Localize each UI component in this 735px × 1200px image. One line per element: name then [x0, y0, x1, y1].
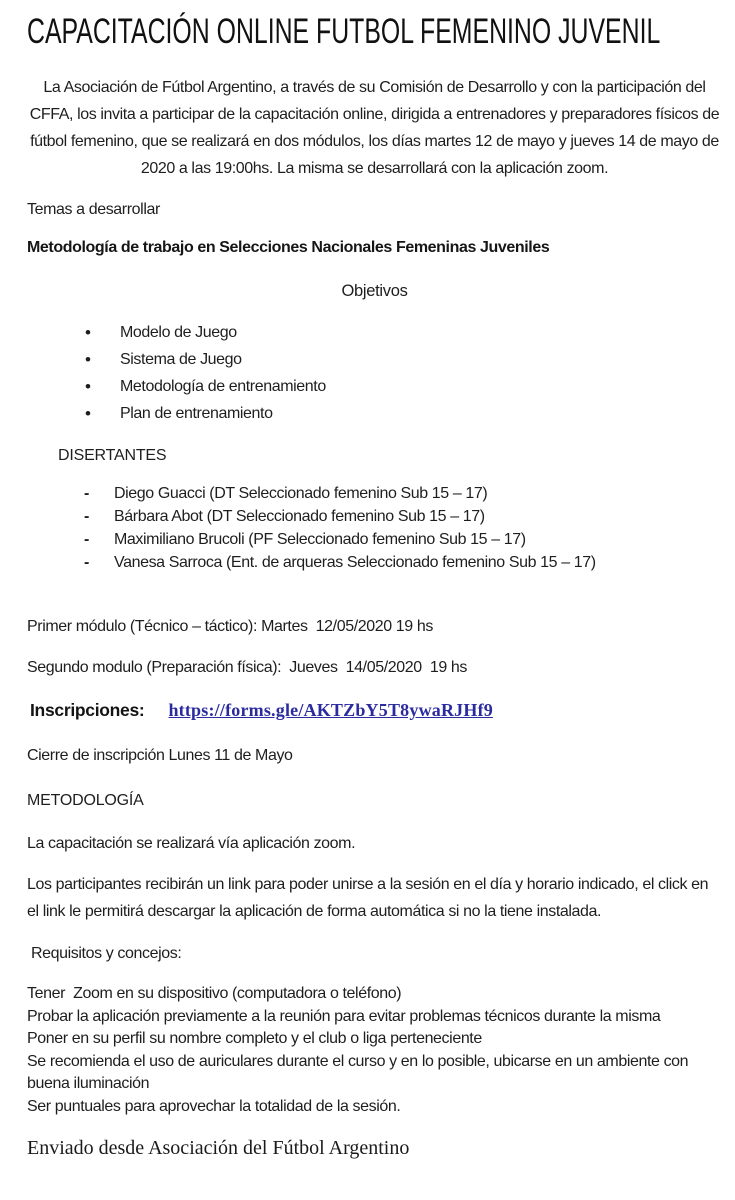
speakers-list — [27, 482, 722, 574]
main-topic-heading: Metodología de trabajo en Selecciones Nacionales Femeninas Juveniles — [27, 239, 550, 256]
list-item: Probar la aplicación previamente a la reunión para evitar problemas técnicos durante la misma — [27, 1007, 661, 1025]
list-item: - Maximiliano Brucoli (PF Seleccionado femenino Sub 15 – 17) — [27, 528, 722, 551]
list-item: - Diego Guacci (DT Seleccionado femenino Sub 15 – 17) — [27, 482, 722, 505]
registration-label: Inscripciones: — [30, 700, 145, 720]
list-item: • Plan de entrenamiento — [27, 400, 722, 427]
list-item: Poner en su perfil su nombre completo y el club o liga perteneciente — [27, 1030, 482, 1047]
list-item: - Bárbara Abot (DT Seleccionado femenino Sub 15 – 17) — [27, 505, 722, 528]
registration-deadline: Cierre de inscripción Lunes 11 de Mayo — [27, 747, 293, 764]
module-first-line: Primer módulo (Técnico – táctico): Martes 12/05/2020 19 hs — [27, 618, 433, 635]
methodology-zoom-line: La capacitación se realizará vía aplicación zoom. — [27, 835, 356, 852]
list-item: Ser puntuales para aprovechar la totalidad de la sesión. — [27, 1097, 401, 1115]
list-item: Tener Zoom en su dispositivo (computadora o teléfono) — [27, 985, 402, 1002]
module-second-line: Segundo modulo (Preparación física): Jueves 14/05/2020 19 hs — [27, 659, 467, 676]
objectives-heading: Objetivos — [341, 282, 408, 300]
list-item: Se recomienda el uso de auriculares durante el curso y en lo posible, ubicarse en un ambiente con buena iluminación — [27, 1052, 693, 1092]
objectives-list — [27, 319, 722, 427]
methodology-heading: METODOLOGÍA — [27, 792, 144, 809]
methodology-participants-line: Los participantes recibirán un link para poder unirse a la sesión en el día y horario indicado, el click en el link le permitirá descargar la aplicación de forma automática si no la tiene instalada. — [27, 876, 713, 920]
list-item: • Metodología de entrenamiento — [27, 373, 722, 400]
sent-from-footer: Enviado desde Asociación del Fútbol Argentino — [27, 1137, 410, 1159]
requirements-list — [27, 983, 722, 1118]
list-item: • Modelo de Juego — [27, 319, 722, 346]
topics-label: Temas a desarrollar — [27, 201, 160, 218]
requirements-heading: Requisitos y concejos: — [31, 945, 182, 962]
intro-paragraph: La Asociación de Fútbol Argentino, a través de su Comisión de Desarrollo y con la participación del CFFA, los invita a participar de la capacitación online, dirigida a entrenadores y preparadores físicos de fútbol femenino, que se realizará en dos módulos, los días martes 12 de mayo y jueves 14 de mayo de 2020 a las 19:00hs. La misma se desarrollará con la aplicación zoom. — [29, 79, 720, 177]
registration-row — [27, 695, 722, 725]
speakers-heading: DISERTANTES — [58, 447, 167, 464]
list-item: - Vanesa Sarroca (Ent. de arqueras Seleccionado femenino Sub 15 – 17) — [27, 551, 722, 574]
list-item: • Sistema de Juego — [27, 346, 722, 373]
page-title: CAPACITACIÓN ONLINE FUTBOL FEMENINO JUVENIL — [27, 12, 661, 51]
registration-link[interactable]: https://forms.gle/AKTZbY5T8ywaRJHf9 — [168, 700, 493, 720]
